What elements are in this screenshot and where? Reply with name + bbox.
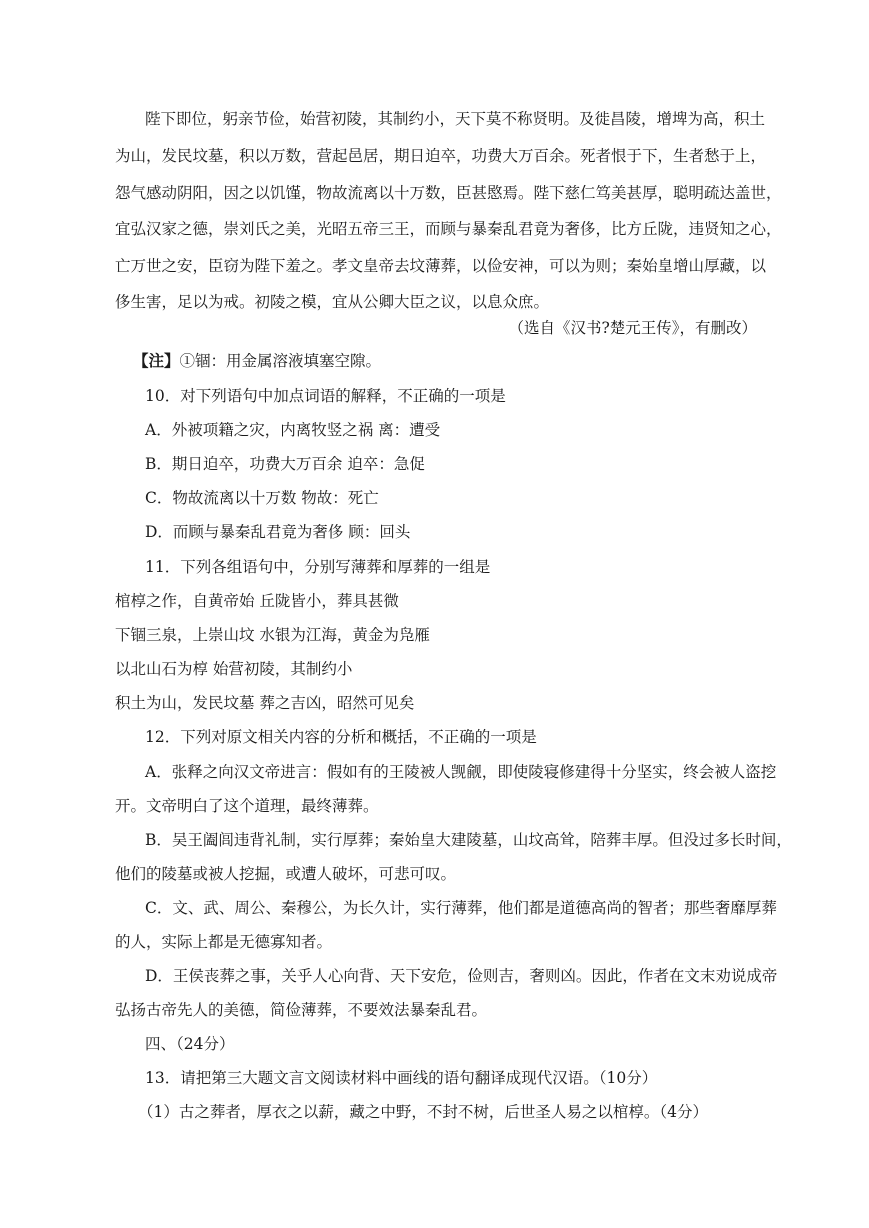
q10-option-d: D．而顾与暴秦乱君竟为奢侈 顾：回头 [145, 523, 411, 541]
q11-stem: 11．下列各组语句中，分别写薄葬和厚葬的一组是 [145, 558, 491, 576]
q10-option-b: B．期日迫卒，功费大万百余 迫卒：急促 [145, 455, 425, 473]
section-4-heading: 四、（24分） [145, 1035, 235, 1053]
note-label: 【注】 [133, 351, 180, 370]
q12-option-d-line2: 弘扬古帝先人的美德，简俭薄葬，不要效法暴秦乱君。 [115, 1001, 488, 1019]
note-text: ①锢：用金属溶液填塞空隙。 [179, 352, 382, 370]
q12-option-c-line2: 的人，实际上都是无德寡知者。 [115, 933, 333, 951]
q12-stem: 12．下列对原文相关内容的分析和概括，不正确的一项是 [145, 728, 537, 746]
q11-option-d: 积土为山，发民坟墓 葬之吉凶，昭然可见矣 [115, 694, 415, 712]
source-citation: （选自《汉书?楚元王传》，有删改） [508, 319, 757, 337]
passage-line-5: 亡万世之安，臣窃为陛下羞之。孝文皇帝去坟薄葬，以俭安神，可以为则；秦始皇增山厚藏，以 [115, 257, 767, 275]
q11-option-a: 棺椁之作，自黄帝始 丘陇皆小，葬具甚微 [115, 592, 399, 610]
passage-line-4: 宜弘汉家之德，崇刘氏之美，光昭五帝三王，而顾与暴秦乱君竟为奢侈，比方丘陇，违贤知之心， [115, 220, 782, 238]
q10-option-a: A．外被项籍之灾，内离牧竖之祸 离：遭受 [145, 421, 441, 439]
q12-option-c-line1: C．文、武、周公、秦穆公，为长久计，实行薄葬，他们都是道德高尚的智者；那些奢靡厚葬 [145, 899, 777, 917]
passage-line-2: 为山，发民坟墓，积以万数，营起邑居，期日迫卒，功费大万百余。死者恨于下，生者愁于上， [115, 147, 767, 165]
passage-line-1: 陛下即位，躬亲节俭，始营初陵，其制约小，天下莫不称贤明。及徙昌陵，增埤为高，积土 [145, 110, 766, 128]
q11-option-c: 以北山石为椁 始营初陵，其制约小 [115, 660, 353, 678]
q13-sub1: （1）古之葬者，厚衣之以薪，藏之中野，不封不树，后世圣人易之以棺椁。（4分） [138, 1103, 708, 1121]
q12-option-a-line2: 开。文帝明白了这个道理，最终薄葬。 [115, 797, 379, 815]
passage-line-3: 怨气感动阴阳，因之以饥馑，物故流离以十万数，臣甚愍焉。陛下慈仁笃美甚厚，聪明疏达盖世， [115, 184, 782, 202]
q10-stem: 10．对下列语句中加点词语的解释，不正确的一项是 [145, 387, 506, 405]
q10-option-c: C．物故流离以十万数 物故：死亡 [145, 489, 379, 507]
q12-option-a-line1: A．张释之向汉文帝进言：假如有的王陵被人觊觎，即使陵寝修建得十分坚实，终会被人盗挖 [145, 763, 777, 781]
q11-option-b: 下锢三泉，上崇山坟 水银为江海，黄金为凫雁 [115, 626, 430, 644]
passage-line-6: 侈生害，足以为戒。初陵之模，宜从公卿大臣之议，以息众庶。 [115, 293, 550, 311]
q12-option-d-line1: D．王侯丧葬之事，关乎人心向背、天下安危，俭则吉，奢则凶。因此，作者在文末劝说成帝 [145, 967, 778, 985]
q13-stem: 13．请把第三大题文言文阅读材料中画线的语句翻译成现代汉语。（10分） [145, 1069, 658, 1087]
q12-option-b-line2: 他们的陵墓或被人挖掘，或遭人破坏，可悲可叹。 [115, 865, 457, 883]
note-line [133, 350, 381, 372]
q12-option-b-line1: B．吴王阖闾违背礼制，实行厚葬；秦始皇大建陵墓，山坟高耸，陪葬丰厚。但没过多长时间， [145, 831, 792, 849]
